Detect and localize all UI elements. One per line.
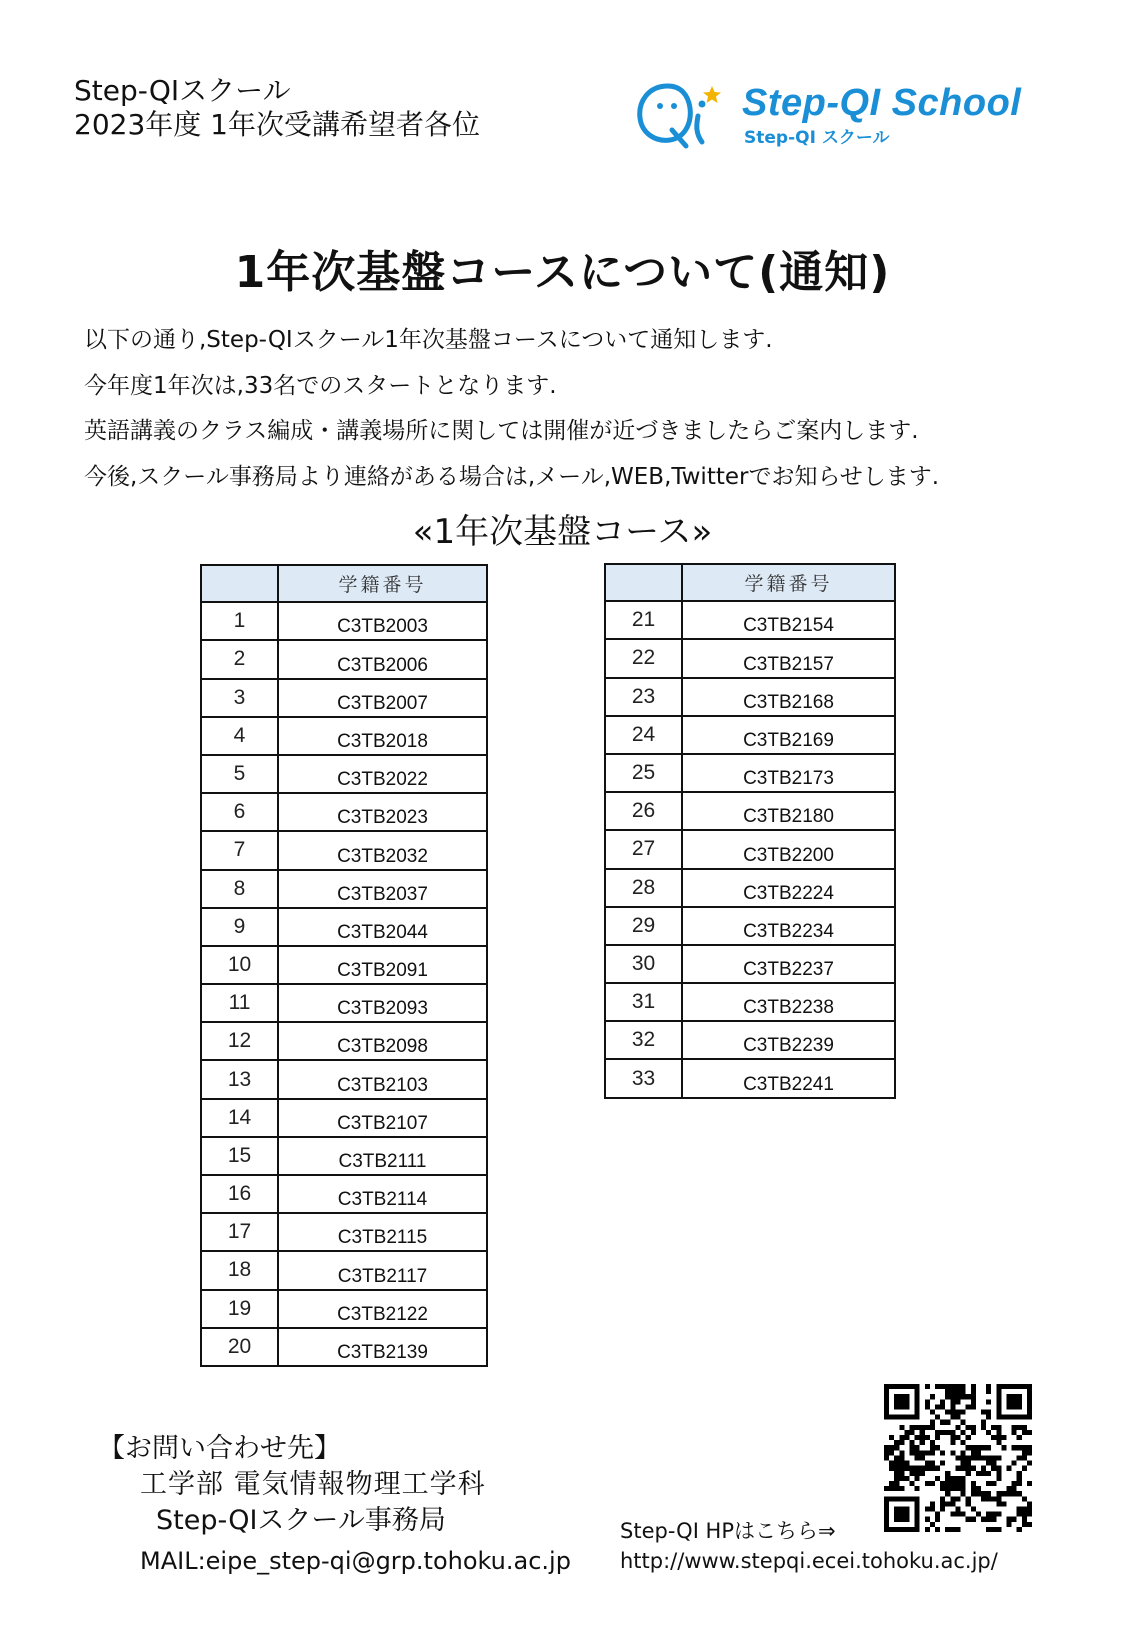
table-row xyxy=(201,640,487,678)
student-id: C3TB2037 xyxy=(278,870,487,908)
table-row xyxy=(201,1175,487,1213)
contact-info xyxy=(98,1431,571,1579)
student-id: C3TB2234 xyxy=(682,907,895,945)
contact-department: 工学部 電気情報物理工学科 xyxy=(140,1469,486,1500)
table-row xyxy=(605,1059,895,1097)
header-school-name: Step-QIスクール xyxy=(74,74,291,107)
student-id: C3TB2122 xyxy=(278,1290,487,1328)
student-id: C3TB2115 xyxy=(278,1213,487,1251)
row-number: 23 xyxy=(605,678,682,716)
row-number: 12 xyxy=(201,1022,278,1060)
table-row xyxy=(605,945,895,983)
student-id: C3TB2154 xyxy=(682,601,895,639)
student-id: C3TB2091 xyxy=(278,946,487,984)
step-qi-logo xyxy=(632,80,1062,150)
notice-body xyxy=(84,318,939,500)
table-row xyxy=(605,601,895,639)
row-number: 19 xyxy=(201,1290,278,1328)
notice-line: 今年度1年次は,33名でのスタートとなります. xyxy=(84,372,557,399)
row-number: 29 xyxy=(605,907,682,945)
table-row xyxy=(201,679,487,717)
homepage-label: Step-QI HPはこちら⇒ xyxy=(620,1519,836,1543)
row-number: 25 xyxy=(605,754,682,792)
student-id: C3TB2173 xyxy=(682,754,895,792)
row-number: 28 xyxy=(605,869,682,907)
row-number: 15 xyxy=(201,1137,278,1175)
student-id: C3TB2023 xyxy=(278,793,487,831)
table-row xyxy=(201,1099,487,1137)
contact-heading: 【お問い合わせ先】 xyxy=(98,1433,341,1464)
row-number: 6 xyxy=(201,793,278,831)
student-id: C3TB2169 xyxy=(682,716,895,754)
row-number: 16 xyxy=(201,1175,278,1213)
qr-code-icon[interactable] xyxy=(884,1384,1032,1532)
header-recipients: 2023年度 1年次受講希望者各位 xyxy=(74,108,480,141)
row-number: 5 xyxy=(201,755,278,793)
student-id: C3TB2107 xyxy=(278,1099,487,1137)
row-number: 26 xyxy=(605,792,682,830)
table-row xyxy=(201,1137,487,1175)
row-number: 20 xyxy=(201,1328,278,1366)
row-number: 24 xyxy=(605,716,682,754)
table-row xyxy=(201,1022,487,1060)
qi-logo-icon xyxy=(632,80,732,150)
table-row xyxy=(605,869,895,907)
homepage-url[interactable]: http://www.stepqi.ecei.tohoku.ac.jp/ xyxy=(620,1549,998,1573)
table-row xyxy=(201,1213,487,1251)
header-addressee xyxy=(74,74,480,142)
row-number: 21 xyxy=(605,601,682,639)
table-row xyxy=(605,639,895,677)
notice-line: 以下の通り,Step-QIスクール1年次基盤コースについて通知します. xyxy=(84,327,773,353)
row-number: 14 xyxy=(201,1099,278,1137)
table-row xyxy=(605,907,895,945)
table-row xyxy=(605,983,895,1021)
page-title: 1年次基盤コースについて(通知) xyxy=(234,247,891,298)
row-number: 1 xyxy=(201,602,278,640)
student-id: C3TB2018 xyxy=(278,717,487,755)
student-id: C3TB2200 xyxy=(682,830,895,868)
table-row xyxy=(201,717,487,755)
header-student-id: 学籍番号 xyxy=(278,565,487,602)
student-id: C3TB2180 xyxy=(682,792,895,830)
student-id: C3TB2114 xyxy=(278,1175,487,1213)
header-student-id: 学籍番号 xyxy=(682,564,895,601)
row-number: 32 xyxy=(605,1021,682,1059)
student-id: C3TB2022 xyxy=(278,755,487,793)
row-number: 4 xyxy=(201,717,278,755)
student-id: C3TB2139 xyxy=(278,1328,487,1366)
table-header-row xyxy=(605,564,895,601)
logo-title: Step-QI School xyxy=(742,82,1022,124)
table-row xyxy=(201,870,487,908)
student-id: C3TB2007 xyxy=(278,679,487,717)
table-row xyxy=(201,755,487,793)
row-number: 13 xyxy=(201,1060,278,1098)
row-number: 33 xyxy=(605,1059,682,1097)
table-row xyxy=(201,793,487,831)
row-number: 8 xyxy=(201,870,278,908)
row-number: 10 xyxy=(201,946,278,984)
section-title: «1年次基盤コース» xyxy=(412,512,713,552)
student-id: C3TB2237 xyxy=(682,945,895,983)
student-id: C3TB2044 xyxy=(278,908,487,946)
table-row xyxy=(201,831,487,869)
row-number: 22 xyxy=(605,639,682,677)
table-row xyxy=(201,1290,487,1328)
student-table-right xyxy=(604,563,896,1099)
student-id: C3TB2093 xyxy=(278,984,487,1022)
student-table-left xyxy=(200,564,488,1367)
student-id: C3TB2111 xyxy=(278,1137,487,1175)
table-row xyxy=(605,678,895,716)
row-number: 18 xyxy=(201,1251,278,1289)
table-row xyxy=(201,908,487,946)
table-row xyxy=(201,984,487,1022)
table-row xyxy=(605,754,895,792)
table-row xyxy=(605,830,895,868)
table-row xyxy=(605,716,895,754)
row-number: 9 xyxy=(201,908,278,946)
student-id: C3TB2224 xyxy=(682,869,895,907)
row-number: 2 xyxy=(201,640,278,678)
student-id: C3TB2006 xyxy=(278,640,487,678)
row-number: 17 xyxy=(201,1213,278,1251)
header-no xyxy=(201,565,278,602)
student-id: C3TB2168 xyxy=(682,678,895,716)
table-row xyxy=(201,1060,487,1098)
row-number: 11 xyxy=(201,984,278,1022)
table-row xyxy=(605,792,895,830)
logo-subtitle: Step-QI スクール xyxy=(744,128,890,148)
row-number: 31 xyxy=(605,983,682,1021)
row-number: 30 xyxy=(605,945,682,983)
row-number: 27 xyxy=(605,830,682,868)
table-row xyxy=(201,946,487,984)
contact-mail[interactable]: MAIL:eipe_step-qi@grp.tohoku.ac.jp xyxy=(140,1547,571,1575)
row-number: 7 xyxy=(201,831,278,869)
table-row xyxy=(201,1251,487,1289)
table-row xyxy=(605,1021,895,1059)
table-header-row xyxy=(201,565,487,602)
notice-line: 今後,スクール事務局より連絡がある場合は,メール,WEB,Twitterでお知らせします. xyxy=(84,463,940,490)
student-id: C3TB2032 xyxy=(278,831,487,869)
header-no xyxy=(605,564,682,601)
table-row xyxy=(201,1328,487,1366)
student-id: C3TB2157 xyxy=(682,639,895,677)
student-id: C3TB2003 xyxy=(278,602,487,640)
student-id: C3TB2241 xyxy=(682,1059,895,1097)
student-id: C3TB2117 xyxy=(278,1251,487,1289)
notice-line: 英語講義のクラス編成・講義場所に関しては開催が近づきましたらご案内します. xyxy=(84,418,919,444)
student-id: C3TB2098 xyxy=(278,1022,487,1060)
row-number: 3 xyxy=(201,679,278,717)
student-id: C3TB2238 xyxy=(682,983,895,1021)
student-id: C3TB2239 xyxy=(682,1021,895,1059)
student-id: C3TB2103 xyxy=(278,1060,487,1098)
contact-office: Step-QIスクール事務局 xyxy=(156,1505,446,1536)
table-row xyxy=(201,602,487,640)
